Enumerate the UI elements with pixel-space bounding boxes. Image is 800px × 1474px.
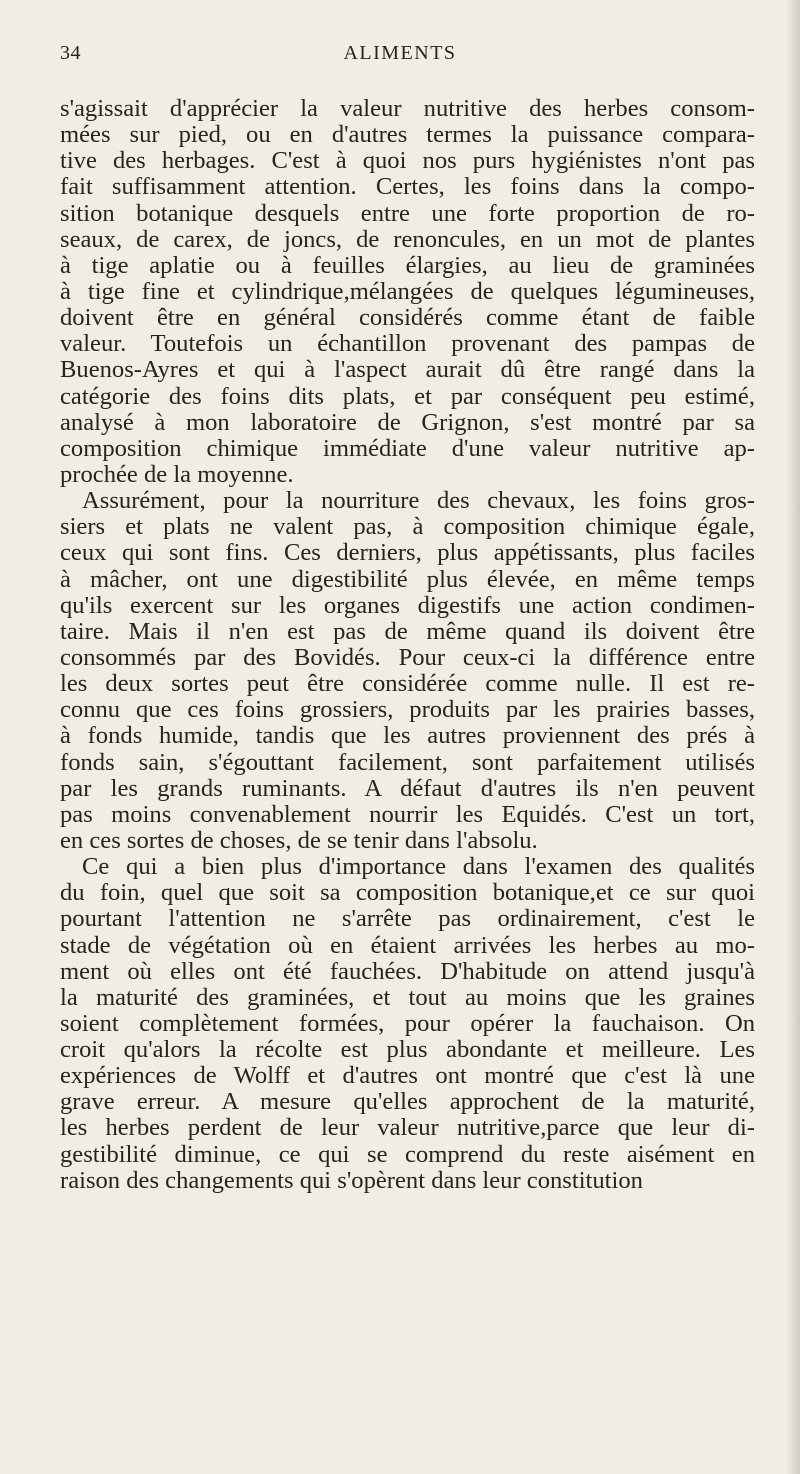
running-title: ALIMENTS (343, 42, 457, 64)
text-line: ceux qui sont fins. Ces derniers, plus appétissants, plus faciles (60, 539, 755, 567)
text-line: analysé à mon laboratoire de Grignon, s'est montré par sa (60, 408, 755, 436)
text-line: à fonds humide, tandis que les autres proviennent des prés à (60, 722, 755, 750)
text-line: sition botanique desquels entre une forte proportion de ro- (60, 199, 755, 227)
page-number: 34 (60, 42, 81, 64)
text-line: les herbes perdent de leur valeur nutritive,parce que leur di- (60, 1114, 755, 1142)
text-line: du foin, quel que soit sa composition botanique,et ce sur quoi (60, 879, 755, 907)
text-line: fonds sain, s'égouttant facilement, sont parfaitement utilisés (60, 748, 755, 776)
text-line: s'agissait d'apprécier la valeur nutritive des herbes consom- (60, 95, 755, 122)
text-line: connu que ces foins grossiers, produits par les prairies basses, (60, 696, 755, 724)
running-head (60, 42, 740, 82)
text-line: raison des changements qui s'opèrent dans leur constitution (60, 1166, 643, 1194)
text-line: la maturité des graminées, et tout au moins que les graines (60, 983, 755, 1011)
text-line: Ce qui a bien plus d'importance dans l'examen des qualités (82, 853, 755, 881)
text-line: grave erreur. A mesure qu'elles approchent de la maturité, (60, 1088, 755, 1116)
text-line: par les grands ruminants. A défaut d'autres ils n'en peuvent (60, 774, 755, 802)
text-line: à tige aplatie ou à feuilles élargies, au lieu de graminées (60, 251, 755, 279)
text-line: prochée de la moyenne. (60, 460, 294, 488)
text-line: à mâcher, ont une digestibilité plus élevée, en même temps (60, 565, 755, 593)
text-line: Buenos-Ayres et qui à l'aspect aurait dû être rangé dans la (60, 356, 755, 384)
body-text (60, 96, 755, 1194)
text-line: pas moins convenablement nourrir les Equidés. C'est un tort, (60, 800, 755, 828)
text-line: Assurément, pour la nourriture des chevaux, les foins gros- (82, 487, 755, 515)
text-line: catégorie des foins dits plats, et par conséquent peu estimé, (60, 382, 755, 410)
text-line: à tige fine et cylindrique,mélangées de quelques légumineuses, (60, 277, 755, 305)
text-line: taire. Mais il n'en est pas de même quand ils doivent être (60, 617, 755, 645)
text-line: seaux, de carex, de joncs, de renoncules, en un mot de plantes (60, 225, 755, 253)
text-line: stade de végétation où en étaient arrivées les herbes au mo- (60, 931, 755, 959)
text-line: qu'ils exercent sur les organes digestifs une action condimen- (60, 591, 755, 619)
text-line: en ces sortes de choses, de se tenir dans l'absolu. (60, 826, 538, 854)
text-line: les deux sortes peut être considérée comme nulle. Il est re- (60, 670, 755, 698)
text-line: pourtant l'attention ne s'arrête pas ordinairement, c'est le (60, 905, 755, 933)
text-line: siers et plats ne valent pas, à composition chimique égale, (60, 513, 755, 541)
text-line: soient complètement formées, pour opérer la fauchaison. On (60, 1009, 755, 1037)
page-edge-shadow (786, 0, 800, 1474)
text-line: doivent être en général considérés comme étant de faible (60, 304, 755, 332)
text-line: ment où elles ont été fauchées. D'habitude on attend jusqu'à (60, 957, 755, 985)
text-line: tive des herbages. C'est à quoi nos purs hygiénistes n'ont pas (60, 147, 755, 175)
text-line: consommés par des Bovidés. Pour ceux-ci la différence entre (60, 643, 755, 671)
text-line: gestibilité diminue, ce qui se comprend du reste aisément en (60, 1140, 755, 1168)
text-line: composition chimique immédiate d'une valeur nutritive ap- (60, 434, 755, 462)
text-line: croit qu'alors la récolte est plus abondante et meilleure. Les (60, 1036, 755, 1064)
text-line: fait suffisamment attention. Certes, les foins dans la compo- (60, 173, 755, 201)
text-line: valeur. Toutefois un échantillon provenant des pampas de (60, 330, 755, 358)
text-line: expériences de Wolff et d'autres ont montré que c'est là une (60, 1062, 755, 1090)
text-line: mées sur pied, ou en d'autres termes la puissance compara- (60, 121, 755, 149)
